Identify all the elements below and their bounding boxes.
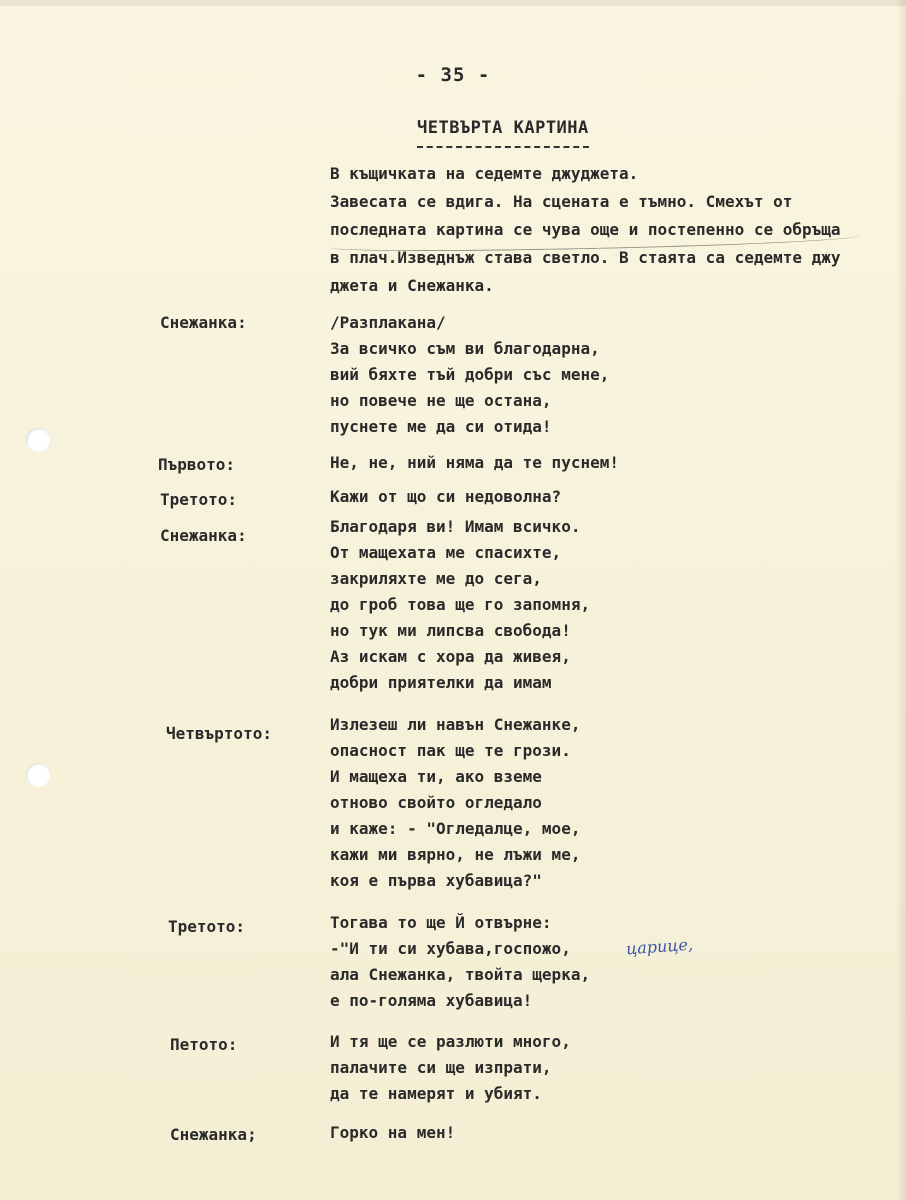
speech-lines bbox=[330, 484, 561, 510]
speech-line: кажи ми вярно, не лъжи ме, bbox=[330, 845, 581, 864]
speech-line: опасност пак ще те грози. bbox=[330, 741, 571, 760]
speech-lines bbox=[330, 1120, 455, 1146]
stage-line: джета и Снежанка. bbox=[330, 276, 494, 295]
speech-lines bbox=[330, 310, 609, 440]
stage-line: В къщичката на седемте джуджета. bbox=[330, 164, 639, 183]
speech-line: вий бяхте тъй добри със мене, bbox=[330, 365, 610, 384]
speech-line: Тогава то ще Й отвърне: bbox=[330, 913, 552, 932]
speaker-name: Петото: bbox=[170, 1035, 238, 1054]
speech-lines bbox=[330, 450, 619, 476]
punch-hole-icon bbox=[26, 428, 50, 452]
speech-line: но повече не ще остана, bbox=[330, 391, 552, 410]
speech-lines bbox=[330, 514, 590, 696]
speech-line: /Разплакана/ bbox=[330, 313, 446, 332]
speech-line: пуснете ме да си отида! bbox=[330, 417, 552, 436]
speech-line: Кажи от що си недоволна? bbox=[330, 487, 562, 506]
stage-line: Завесата се вдига. На сцената е тъмно. Смехът от bbox=[330, 192, 793, 211]
speech-line: За всичко съм ви благодарна, bbox=[330, 339, 600, 358]
stage-directions bbox=[330, 160, 841, 300]
page-right-edge bbox=[896, 0, 906, 1200]
speech-line: но тук ми липсва свобода! bbox=[330, 621, 571, 640]
speech-line: ала Снежанка, твойта щерка, bbox=[330, 965, 591, 984]
speech-line: Не, не, ний няма да те пуснем! bbox=[330, 453, 619, 472]
speech-line: палачите си ще изпрати, bbox=[330, 1058, 552, 1077]
speaker-name: Третото: bbox=[160, 490, 238, 509]
scene-title: ЧЕТВЪРТА КАРТИНА bbox=[417, 118, 589, 148]
speech-line: отново свойто огледало bbox=[330, 793, 542, 812]
speech-line: И тя ще се разлюти много, bbox=[330, 1032, 571, 1051]
speech-line: добри приятелки да имам bbox=[330, 673, 552, 692]
speech-line: коя е първа хубавица?" bbox=[330, 871, 542, 890]
speech-line: до гроб това ще го запомня, bbox=[330, 595, 591, 614]
page-top-edge bbox=[0, 0, 906, 6]
speech-line: От мащехата ме спасихте, bbox=[330, 543, 562, 562]
handwritten-note: царице, bbox=[625, 934, 694, 959]
speech-line: И мащеха ти, ако вземе bbox=[330, 767, 542, 786]
page-number: - 35 - bbox=[415, 64, 491, 86]
speech-line: Излезеш ли навън Снежанке, bbox=[330, 715, 581, 734]
speech-line: е по-голяма хубавица! bbox=[330, 991, 533, 1010]
stage-line: последната картина се чува още и постепенно се обръща bbox=[330, 220, 841, 239]
speech-lines bbox=[330, 910, 590, 1014]
speaker-name: Третото: bbox=[168, 917, 246, 936]
speech-lines bbox=[330, 1029, 571, 1107]
punch-hole-icon bbox=[26, 763, 50, 787]
speech-line: да те намерят и убият. bbox=[330, 1084, 542, 1103]
speech-line: -"И ти си хубава,госпожо, bbox=[330, 939, 571, 958]
speaker-name: Първото: bbox=[158, 455, 236, 474]
speaker-name: Снежанка: bbox=[160, 526, 247, 545]
speech-line: Горко на мен! bbox=[330, 1123, 456, 1142]
speaker-name: Снежанка: bbox=[160, 313, 247, 332]
speech-line: Благодаря ви! Имам всичко. bbox=[330, 517, 581, 536]
speech-lines bbox=[330, 712, 580, 894]
speech-line: закриляхте ме до сега, bbox=[330, 569, 542, 588]
stage-line: в плач.Изведнъж става светло. В стаята са седемте джу bbox=[330, 248, 841, 267]
speaker-name: Снежанка; bbox=[170, 1125, 257, 1144]
speech-line: и каже: - "Огледалце, мое, bbox=[330, 819, 581, 838]
speaker-name: Четвъртото: bbox=[166, 724, 272, 743]
speech-line: Аз искам с хора да живея, bbox=[330, 647, 571, 666]
